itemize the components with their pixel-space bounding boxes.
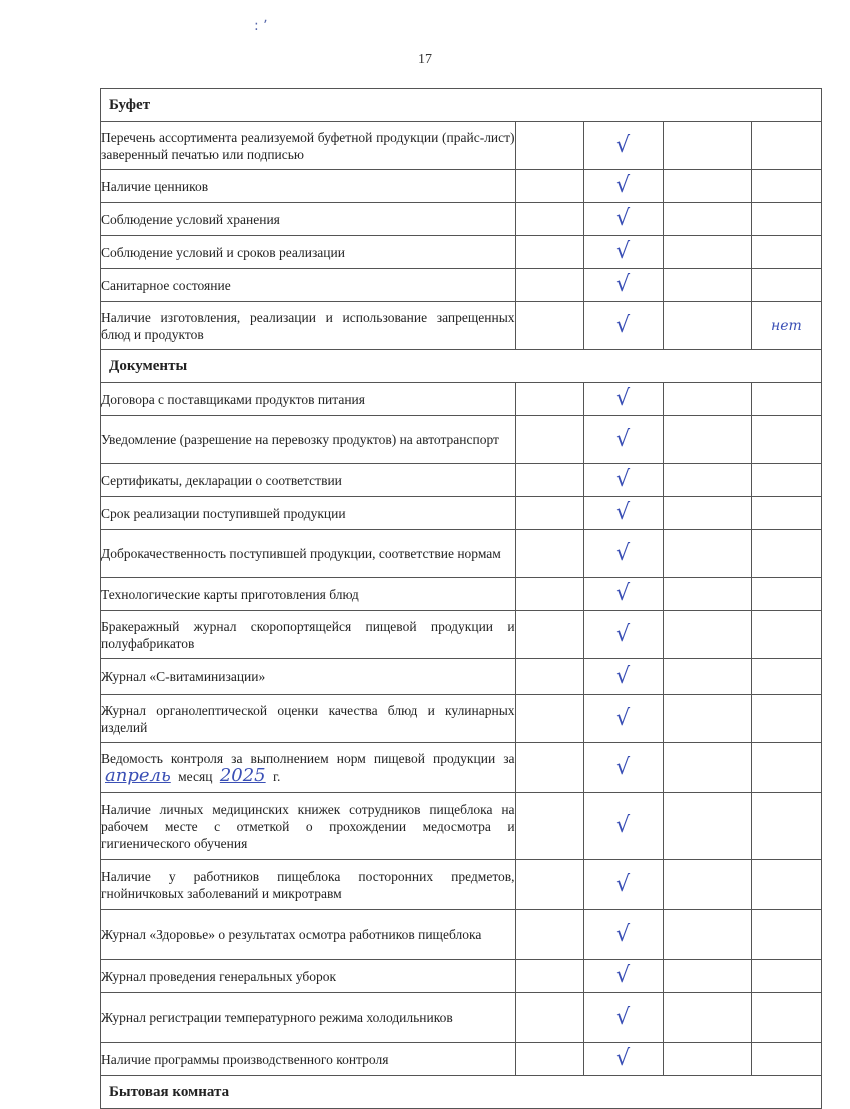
checklist-row: [101, 993, 822, 1043]
column-a-cell: [515, 793, 583, 860]
checkmark: √: [583, 910, 663, 960]
column-c-cell: [663, 497, 751, 530]
scan-mark: : ʼ: [254, 18, 268, 34]
checklist-row: [101, 170, 822, 203]
column-a-cell: [515, 659, 583, 695]
column-c-cell: [663, 236, 751, 269]
column-a-cell: [515, 302, 583, 350]
column-c-cell: [663, 170, 751, 203]
column-a-cell: [515, 960, 583, 993]
handwritten-year: 2025: [219, 765, 266, 786]
note-cell: [751, 236, 821, 269]
checklist-row: [101, 910, 822, 960]
checklist-row: [101, 1043, 822, 1076]
checklist-row: [101, 203, 822, 236]
page-number: 17: [418, 52, 432, 67]
column-a-cell: [515, 743, 583, 793]
column-a-cell: [515, 578, 583, 611]
item-text: Журнал проведения генеральных уборок: [101, 960, 516, 993]
item-text: Наличие личных медицинских книжек сотрудников пищеблока на рабочем месте с отметкой о прохождении медосмотра и гигиенического обучения: [101, 793, 516, 860]
note-cell: [751, 203, 821, 236]
checkmark: √: [583, 793, 663, 860]
checklist-row: [101, 695, 822, 743]
column-a-cell: [515, 993, 583, 1043]
checkmark: √: [583, 578, 663, 611]
checklist-row: [101, 122, 822, 170]
item-text: Доброкачественность поступившей продукции, соответствие нормам: [101, 530, 516, 578]
section-title: Буфет: [101, 89, 822, 122]
note-cell: [751, 659, 821, 695]
checklist-row: [101, 497, 822, 530]
checklist-row: [101, 416, 822, 464]
item-text: Журнал «С-витаминизации»: [101, 659, 516, 695]
column-a-cell: [515, 464, 583, 497]
column-a-cell: [515, 530, 583, 578]
column-a-cell: [515, 383, 583, 416]
column-c-cell: [663, 302, 751, 350]
checkmark: √: [583, 530, 663, 578]
item-text: Бракеражный журнал скоропортящейся пищевой продукции и полуфабрикатов: [101, 611, 516, 659]
checkmark: √: [583, 269, 663, 302]
note-cell: [751, 122, 821, 170]
note-cell: [751, 793, 821, 860]
checkmark: √: [583, 302, 663, 350]
note-cell: [751, 695, 821, 743]
column-a-cell: [515, 269, 583, 302]
item-text: Сертификаты, декларации о соответствии: [101, 464, 516, 497]
checklist-row: [101, 383, 822, 416]
checklist-row: [101, 530, 822, 578]
note-cell: [751, 383, 821, 416]
column-a-cell: [515, 203, 583, 236]
column-c-cell: [663, 203, 751, 236]
column-c-cell: [663, 960, 751, 993]
column-c-cell: [663, 464, 751, 497]
column-a-cell: [515, 416, 583, 464]
vedomost-text-middle: месяц: [178, 769, 213, 784]
item-text: Уведомление (разрешение на перевозку продуктов) на автотранспорт: [101, 416, 516, 464]
checklist-row: [101, 793, 822, 860]
checkmark: √: [583, 170, 663, 203]
column-c-cell: [663, 611, 751, 659]
column-c-cell: [663, 860, 751, 910]
column-c-cell: [663, 659, 751, 695]
column-a-cell: [515, 236, 583, 269]
checkmark: √: [583, 383, 663, 416]
section-title: Документы: [101, 350, 822, 383]
column-a-cell: [515, 497, 583, 530]
vedomost-text-before: Ведомость контроля за выполнением норм пищевой продукции за: [101, 751, 515, 766]
section-header-row: [101, 89, 822, 122]
checkmark: √: [583, 659, 663, 695]
checkmark: √: [583, 611, 663, 659]
checklist-row: [101, 960, 822, 993]
column-c-cell: [663, 578, 751, 611]
checkmark: √: [583, 203, 663, 236]
item-text: Журнал регистрации температурного режима холодильников: [101, 993, 516, 1043]
note-cell: [751, 993, 821, 1043]
checkmark: √: [583, 416, 663, 464]
column-a-cell: [515, 910, 583, 960]
checkmark: √: [583, 122, 663, 170]
item-text: [101, 743, 516, 793]
checklist-row: [101, 860, 822, 910]
checkmark: √: [583, 993, 663, 1043]
column-a-cell: [515, 860, 583, 910]
checkmark: √: [583, 860, 663, 910]
note-cell: [751, 416, 821, 464]
item-text: Журнал «Здоровье» о результатах осмотра работников пищеблока: [101, 910, 516, 960]
note-cell: [751, 497, 821, 530]
checkmark: √: [583, 464, 663, 497]
column-c-cell: [663, 269, 751, 302]
checklist-row: [101, 659, 822, 695]
note-cell: [751, 578, 821, 611]
column-c-cell: [663, 416, 751, 464]
note-cell: [751, 170, 821, 203]
note-cell: [751, 269, 821, 302]
column-a-cell: [515, 1043, 583, 1076]
section-header-row: [101, 350, 822, 383]
note-cell: [751, 910, 821, 960]
item-text: Соблюдение условий и сроков реализации: [101, 236, 516, 269]
column-c-cell: [663, 383, 751, 416]
item-text: Санитарное состояние: [101, 269, 516, 302]
checklist-body: [101, 89, 822, 1109]
column-a-cell: [515, 611, 583, 659]
note-cell: [751, 960, 821, 993]
note-cell: [751, 611, 821, 659]
column-c-cell: [663, 695, 751, 743]
checkmark: √: [583, 960, 663, 993]
column-a-cell: [515, 695, 583, 743]
column-c-cell: [663, 743, 751, 793]
item-text: Срок реализации поступившей продукции: [101, 497, 516, 530]
column-c-cell: [663, 122, 751, 170]
column-c-cell: [663, 910, 751, 960]
checklist-row: [101, 269, 822, 302]
column-c-cell: [663, 793, 751, 860]
column-a-cell: [515, 170, 583, 203]
checklist-row: [101, 611, 822, 659]
checkmark: √: [583, 497, 663, 530]
vedomost-text-after: г.: [273, 769, 281, 784]
column-c-cell: [663, 530, 751, 578]
column-c-cell: [663, 1043, 751, 1076]
item-text: Наличие ценников: [101, 170, 516, 203]
item-text: Наличие программы производственного контроля: [101, 1043, 516, 1076]
item-text: Перечень ассортимента реализуемой буфетной продукции (прайс-лист) заверенный печатью или подписью: [101, 122, 516, 170]
item-text: Технологические карты приготовления блюд: [101, 578, 516, 611]
column-c-cell: [663, 993, 751, 1043]
handwritten-month: апрель: [105, 765, 171, 786]
item-text: Наличие изготовления, реализации и использование запрещенных блюд и продуктов: [101, 302, 516, 350]
item-text: Наличие у работников пищеблока посторонних предметов, гнойничковых заболеваний и микротравм: [101, 860, 516, 910]
checklist-table: [100, 88, 822, 1109]
section-header-row: [101, 1076, 822, 1109]
note-cell: нет: [751, 302, 821, 350]
checklist-row: [101, 464, 822, 497]
checkmark: √: [583, 1043, 663, 1076]
note-cell: [751, 530, 821, 578]
note-cell: [751, 860, 821, 910]
note-cell: [751, 743, 821, 793]
checklist-row: [101, 743, 822, 793]
item-text: Журнал органолептической оценки качества блюд и кулинарных изделий: [101, 695, 516, 743]
checkmark: √: [583, 236, 663, 269]
item-text: Соблюдение условий хранения: [101, 203, 516, 236]
note-cell: [751, 1043, 821, 1076]
checkmark: √: [583, 695, 663, 743]
column-a-cell: [515, 122, 583, 170]
checklist-row: [101, 236, 822, 269]
checkmark: √: [583, 743, 663, 793]
note-cell: [751, 464, 821, 497]
checklist-row: [101, 302, 822, 350]
checklist-row: [101, 578, 822, 611]
section-title: Бытовая комната: [101, 1076, 822, 1109]
item-text: Договора с поставщиками продуктов питания: [101, 383, 516, 416]
